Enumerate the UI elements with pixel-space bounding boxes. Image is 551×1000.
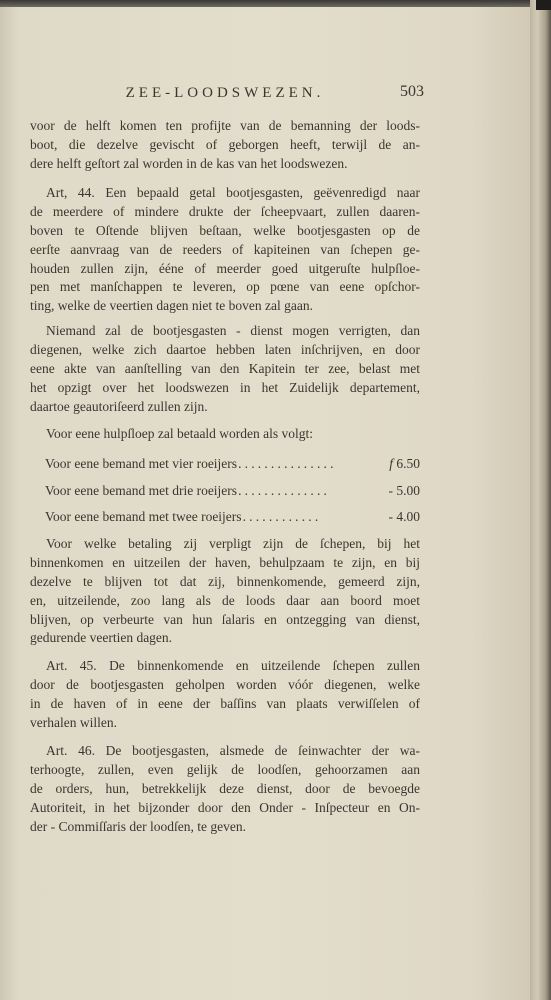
paragraph — [30, 322, 420, 416]
tariff-row — [45, 507, 420, 526]
amount-value: 5.00 — [396, 483, 420, 498]
text-line: voor de helft komen ten profijte van de bemanning der loods- — [30, 118, 420, 133]
tariff-label: Voor eene bemand met vier roeijers — [45, 456, 238, 471]
tariff-amount — [362, 454, 420, 473]
text-line: Art. 46. De bootjesgasten, alsmede de ſeinwachter der wa- — [46, 743, 420, 758]
tariff-row — [45, 481, 420, 500]
text-line: in de haven of in eene der baſſins van plaats verwiſſelen of — [30, 695, 420, 711]
article-45-paragraph — [30, 657, 420, 733]
tariff-label: Voor eene bemand met twee roeijers — [45, 509, 242, 524]
tariff-amount — [362, 507, 420, 526]
running-head: ZEE-LOODSWEZEN. — [125, 85, 325, 101]
currency-sign: f — [389, 456, 393, 471]
amount-value: 4.00 — [396, 509, 420, 524]
paragraph — [30, 117, 420, 174]
text-line: eerſte aanvraag van de reeders of kapiteinen van ſchepen ge- — [30, 241, 420, 257]
text-line: dere helft geſtort zal worden in de kas van het loodswezen. — [30, 155, 348, 171]
text-line: Art, 44. Een bepaald getal bootjesgasten, geëvenredigd naar — [46, 185, 420, 200]
text-line: Voor welke betaling zij verpligt zijn de ſchepen, bij het — [46, 536, 420, 551]
amount-value: 6.50 — [396, 456, 420, 471]
article-44-paragraph — [30, 184, 420, 316]
text-line: boot, die dezelve gevischt of geborgen heeft, terwijl de an- — [30, 136, 420, 152]
text-line: ting, welke de veertien dagen niet te boven zal gaan. — [30, 298, 314, 314]
page-number: 503 — [400, 83, 424, 100]
text-line: verhalen willen. — [30, 714, 117, 730]
ditto-mark: - — [388, 509, 393, 524]
text-line: diegenen, welke zich daartoe hebben laten inſchrijven, en door — [30, 341, 420, 357]
text-line: terhoogte, zullen, even gelijk de loodſen, gehoorzamen aan — [30, 761, 420, 777]
text-line: door de bootjesgasten geholpen worden vóór diegenen, welke — [30, 676, 420, 692]
dot-leader: ............... — [238, 456, 337, 471]
text-line: Autoriteit, in het bijzonder door den Onder - Inſpecteur en On- — [30, 799, 420, 815]
text-line: blijven, op verbeurte van hun ſalaris en ontzegging van dienst, — [30, 611, 420, 627]
text-line: pen met manſchappen te leveren, op pœne van eene opſchor- — [30, 279, 420, 295]
text-line: Voor eene hulpſloep zal betaald worden als volgt: — [46, 426, 314, 441]
text-line: de meerdere of mindere drukte der ſcheepvaart, zullen daaren- — [30, 203, 420, 219]
page-edge-shadow — [530, 0, 551, 1000]
text-line: Niemand zal de bootjesgasten - dienst mogen verrigten, dan — [46, 323, 420, 338]
text-line: het opzigt over het loodswezen in het Zuidelijk departement, — [30, 379, 420, 395]
tariff-label: Voor eene bemand met drie roeijers — [45, 483, 238, 498]
text-line: Art. 45. De binnenkomende en uitzeilende ſchepen zullen — [46, 658, 420, 673]
tariff-row — [45, 454, 420, 473]
scan-corner — [536, 0, 551, 10]
article-46-paragraph — [30, 742, 420, 836]
text-line: daartoe geautoriſeerd zullen zijn. — [30, 398, 208, 414]
text-line: en, uitzeilende, zoo lang als de loods daar aan boord moet — [30, 592, 420, 608]
paragraph — [30, 535, 420, 648]
paragraph — [30, 425, 420, 444]
text-line: der - Commiſſaris der loodſen, te geven. — [30, 818, 246, 834]
tariff-amount — [362, 481, 420, 500]
text-line: de orders, hun, betrekkelijk deze dienst, door de bevoegde — [30, 780, 420, 796]
scan-top-edge — [0, 0, 551, 7]
ditto-mark: - — [388, 483, 393, 498]
text-line: boven te Oſtende blijven beſtaan, welke bootjesgasten op de — [30, 222, 420, 238]
text-line: eene akte van aanſtelling van den Kapitein ter zee, belast met — [30, 360, 420, 376]
dot-leader: .............. — [238, 483, 331, 498]
dot-leader: ............ — [242, 509, 322, 524]
text-line: houden zullen zijn, ééne of meerder goed uitgeruſte hulpſloe- — [30, 260, 420, 276]
text-line: binnenkomen en uitzeilen der haven, behulpzaam te zijn, en bij — [30, 554, 420, 570]
text-line: dezelve te blijven tot dat zij, binnenkomende, gemeerd zijn, — [30, 573, 420, 589]
text-line: gedurende veertien dagen. — [30, 630, 173, 646]
